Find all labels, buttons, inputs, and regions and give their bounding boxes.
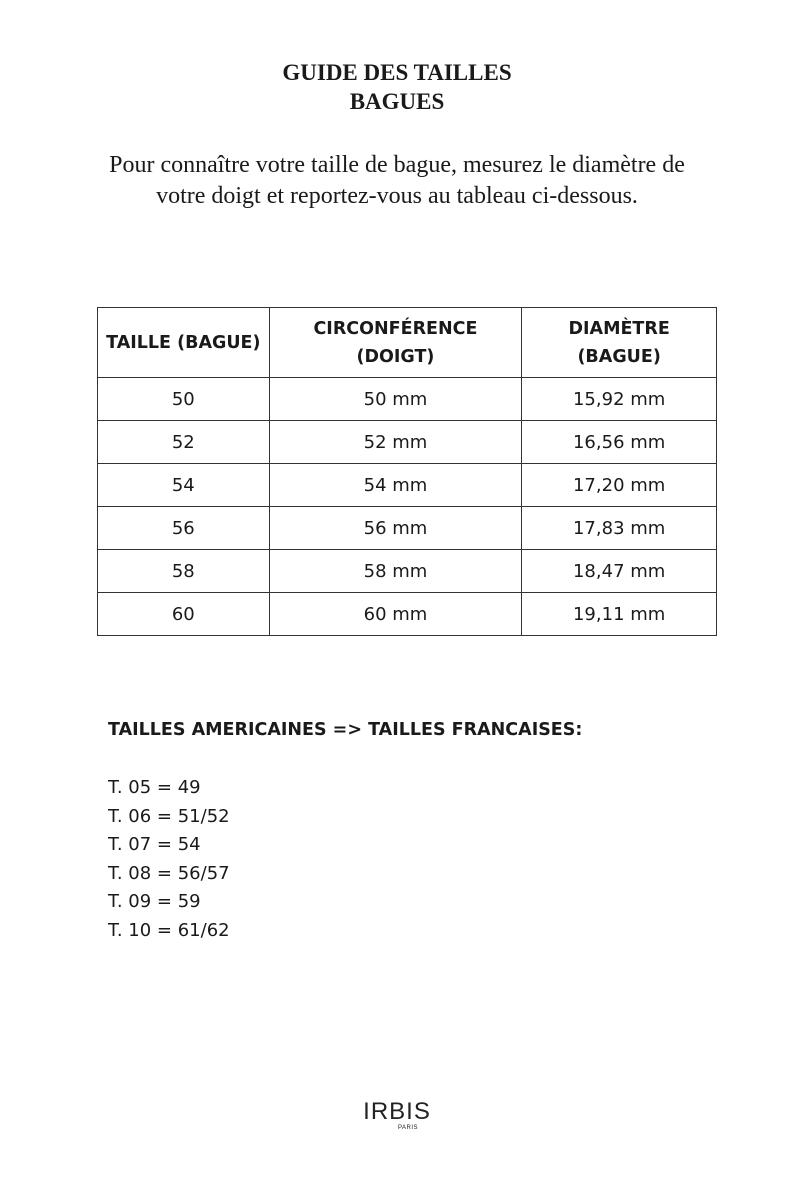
intro-text: Pour connaître votre taille de bague, mesurez le diamètre de votre doigt et reportez-vous au tableau ci-dessous.	[109, 152, 685, 209]
cell-diametre: 17,20 mm	[522, 464, 717, 507]
list-item: T. 07 = 54	[108, 834, 201, 855]
list-item: T. 06 = 51/52	[108, 805, 230, 827]
cell-circonference: 56 mm	[269, 507, 522, 550]
cell-taille: 52	[98, 421, 270, 464]
table-row	[98, 593, 717, 636]
list-item: T. 05 = 49	[108, 777, 201, 798]
list-item: T. 10 = 61/62	[108, 919, 230, 941]
table-row	[98, 464, 717, 507]
us-sizes-heading: TAILLES AMERICAINES => TAILLES FRANCAISES:	[108, 720, 583, 740]
table-row	[98, 378, 717, 421]
table-row	[98, 507, 717, 550]
list-item: T. 08 = 56/57	[108, 862, 230, 884]
cell-circonference: 54 mm	[269, 464, 522, 507]
header-circonference-text: CIRCONFÉRENCE (DOIGT)	[313, 318, 478, 367]
cell-taille: 60	[98, 593, 270, 636]
cell-circonference: 58 mm	[269, 550, 522, 593]
cell-circonference: 52 mm	[269, 421, 522, 464]
header-diametre-text: DIAMÈTRE (BAGUE)	[568, 318, 670, 367]
logo-brand: IRBIS	[363, 1098, 431, 1125]
cell-diametre: 16,56 mm	[522, 421, 717, 464]
title-line-2: BAGUES	[349, 89, 445, 114]
cell-circonference: 50 mm	[269, 378, 522, 421]
table-row	[98, 550, 717, 593]
cell-taille: 56	[98, 507, 270, 550]
list-item: T. 09 = 59	[108, 891, 201, 912]
title-line-1: GUIDE DES TAILLES	[282, 60, 512, 85]
cell-diametre: 17,83 mm	[522, 507, 717, 550]
us-sizes-list	[108, 774, 230, 945]
cell-taille: 54	[98, 464, 270, 507]
brand-logo	[0, 1100, 794, 1132]
table-row	[98, 421, 717, 464]
logo-subtitle: PARIS	[397, 1125, 419, 1131]
header-circonference	[269, 308, 522, 378]
cell-diametre: 15,92 mm	[522, 378, 717, 421]
size-table	[97, 307, 717, 636]
table-header-row	[98, 308, 717, 378]
page-title	[0, 58, 794, 116]
header-diametre	[522, 308, 717, 378]
cell-taille: 58	[98, 550, 270, 593]
header-taille: TAILLE (BAGUE)	[98, 308, 270, 378]
cell-circonference: 60 mm	[269, 593, 522, 636]
cell-diametre: 18,47 mm	[522, 550, 717, 593]
cell-diametre: 19,11 mm	[522, 593, 717, 636]
cell-taille: 50	[98, 378, 270, 421]
